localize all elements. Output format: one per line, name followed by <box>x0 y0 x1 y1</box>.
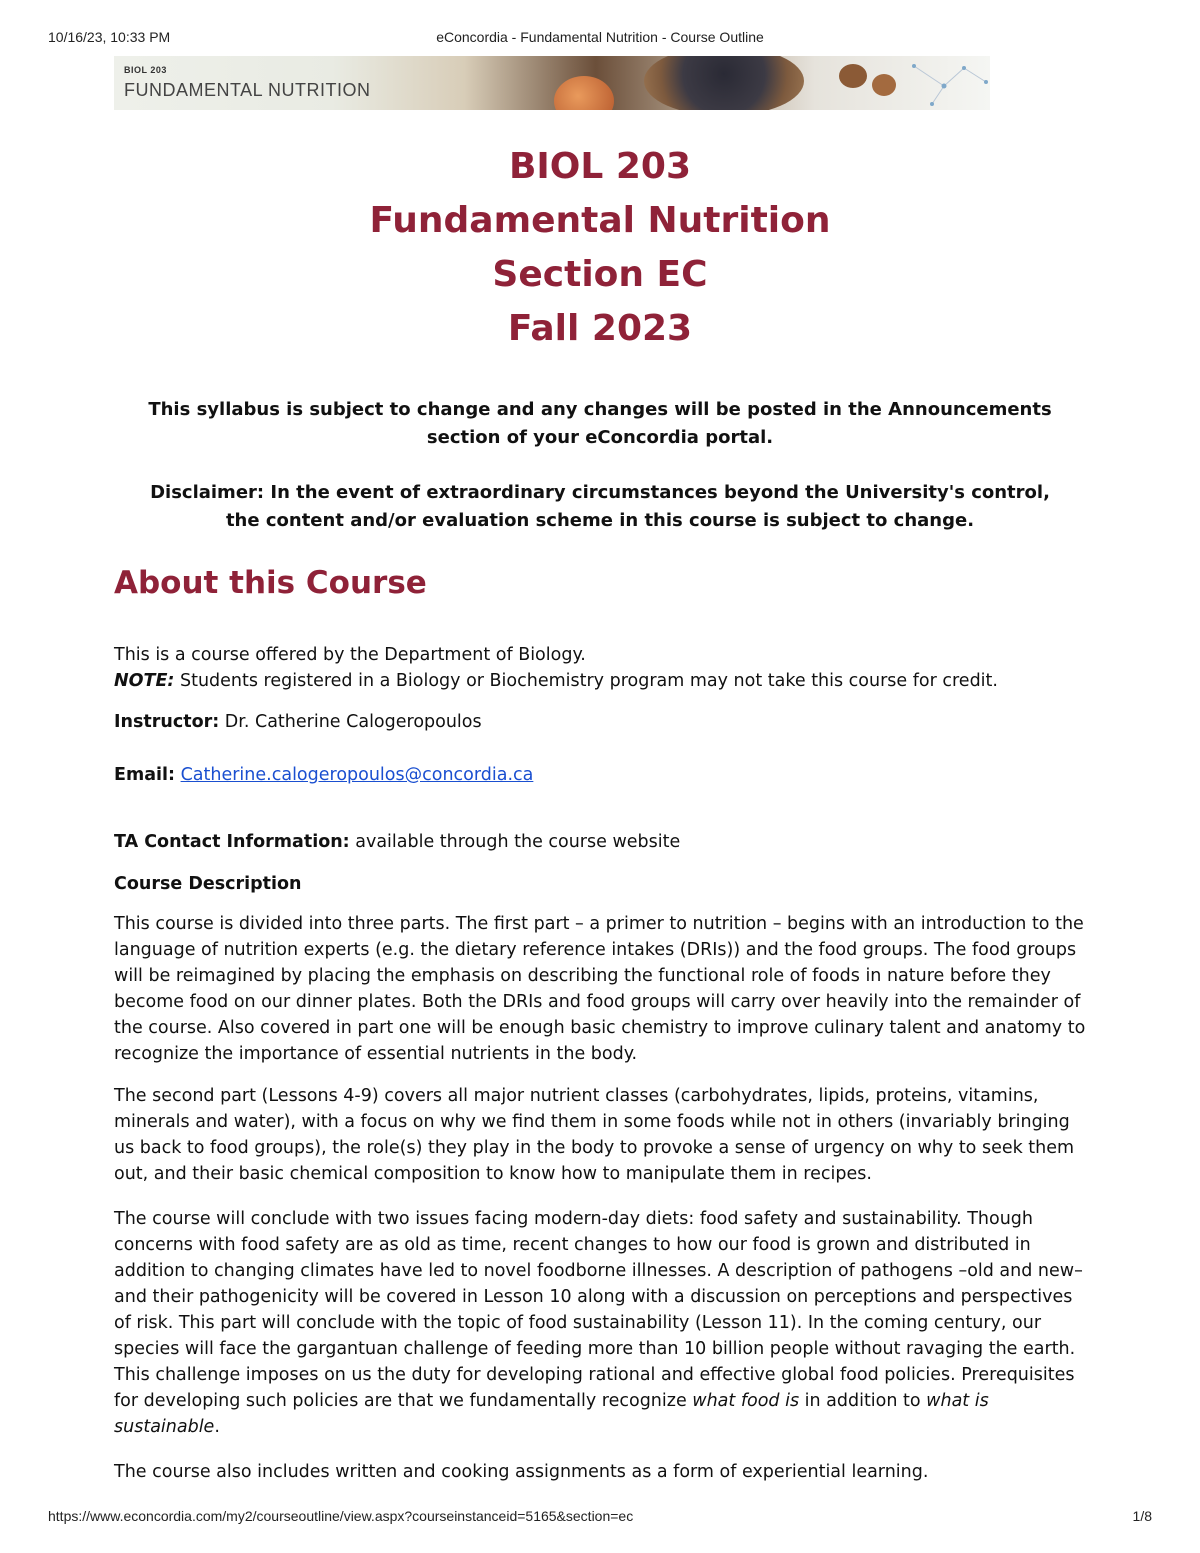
instructor-name: Dr. Catherine Calogeropoulos <box>219 712 482 732</box>
course-intro <box>114 642 1086 694</box>
instructor-label: Instructor: <box>114 712 220 732</box>
description-paragraph-2 <box>114 1083 1086 1187</box>
title-section: Section EC <box>492 254 708 295</box>
description-paragraph-1 <box>114 911 1086 1067</box>
note-label: NOTE: <box>114 671 175 691</box>
print-page-title: eConcordia - Fundamental Nutrition - Course Outline <box>436 29 764 45</box>
paragraph-text: This course is divided into three parts. The first part – a primer to nutrition – begins with an introduction to the language of nutrition experts (e.g. the dietary reference intakes (DRIs)) and the food groups. The food groups will be reimagined by placing the emphasis on describing the functional role of foods in nature before they become food on our dinner plates. Both the DRIs and food groups will carry over heavily into the remainder of the course. Also covered in part one will be enough basic chemistry to improve culinary talent and anatomy to recognize the importance of essential nutrients in the body. <box>114 914 1086 1064</box>
paragraph-text <box>114 1206 1086 1440</box>
credit-note <box>114 668 1086 694</box>
ta-contact-row <box>114 829 1086 855</box>
description-paragraph-4 <box>114 1459 1086 1485</box>
emphasis-text: what food is <box>692 1391 800 1411</box>
banner-course-title: FUNDAMENTAL NUTRITION <box>124 80 371 100</box>
print-header <box>0 29 1200 47</box>
banner-network-graphic <box>814 56 990 110</box>
email-link[interactable]: Catherine.calogeropoulos@concordia.ca <box>180 765 534 785</box>
banner-food-image <box>554 76 614 110</box>
email-label: Email: <box>114 765 175 785</box>
paragraph-text: The second part (Lessons 4-9) covers all major nutrient classes (carbohydrates, lipids, proteins, vitamins, minerals and water), with a focus on why we find them in some foods while not in others (invariably bringing us back to food groups), the role(s) they play in the body to provoke a sense of urgency on why to seek them out, and their basic chemical composition to know how to manipulate them in recipes. <box>114 1086 1075 1184</box>
paragraph-text: The course also includes written and cooking assignments as a form of experiential learning. <box>114 1462 929 1482</box>
offered-by: This is a course offered by the Department of Biology. <box>114 645 586 665</box>
title-term: Fall 2023 <box>507 308 693 349</box>
description-heading-row <box>114 871 1086 897</box>
print-datetime: 10/16/23, 10:33 PM <box>48 29 171 45</box>
print-url: https://www.econcordia.com/my2/courseoutline/view.aspx?courseinstanceid=5165&section=ec <box>48 1508 634 1524</box>
about-heading: About this Course <box>114 565 427 601</box>
course-banner <box>114 56 990 110</box>
description-heading: Course Description <box>114 874 302 894</box>
description-paragraph-3 <box>114 1206 1086 1440</box>
title-course-code: BIOL 203 <box>508 146 692 187</box>
syllabus-notice: This syllabus is subject to change and any changes will be posted in the Announcements section of your eConcordia portal. <box>148 399 1052 448</box>
paragraph-mid-text: in addition to <box>799 1391 927 1411</box>
banner-bowl-image <box>644 56 804 110</box>
print-footer <box>0 1508 1200 1526</box>
banner-course-code: BIOL 203 <box>124 65 167 75</box>
note-text: Students registered in a Biology or Biochemistry program may not take this course for credit. <box>174 671 998 691</box>
instructor-row <box>114 709 1086 735</box>
page-title <box>0 140 1200 356</box>
email-row <box>114 762 1086 788</box>
ta-label: TA Contact Information: <box>114 832 350 852</box>
title-course-name: Fundamental Nutrition <box>369 200 831 241</box>
ta-text: available through the course website <box>349 832 681 852</box>
disclaimer-notice: Disclaimer: In the event of extraordinary circumstances beyond the University's control, the content and/or evaluation scheme in this course is subject to change. <box>150 482 1050 531</box>
print-page-number: 1/8 <box>1132 1508 1152 1524</box>
paragraph-end-text: . <box>214 1417 220 1437</box>
emphasis-text: what is sustainable <box>114 1391 989 1437</box>
paragraph-main-text: The course will conclude with two issues facing modern-day diets: food safety and sustainability. Though concerns with food safety are as old as time, recent changes to how our food is grown and distributed in addition to changing climates have led to novel foodborne illnesses. A description of pathogens –old and new– and their pathogenicity will be covered in Lesson 10 along with a discussion on perceptions and perspectives of risk. This part will conclude with the topic of food sustainability (Lesson 11). In the coming century, our species will face the gargantuan challenge of feeding more than 10 billion people without ravaging the earth. This challenge imposes on us the duty for developing rational and effective global food policies. Prerequisites for developing such policies are that we fundamentally recognize <box>114 1209 1083 1411</box>
